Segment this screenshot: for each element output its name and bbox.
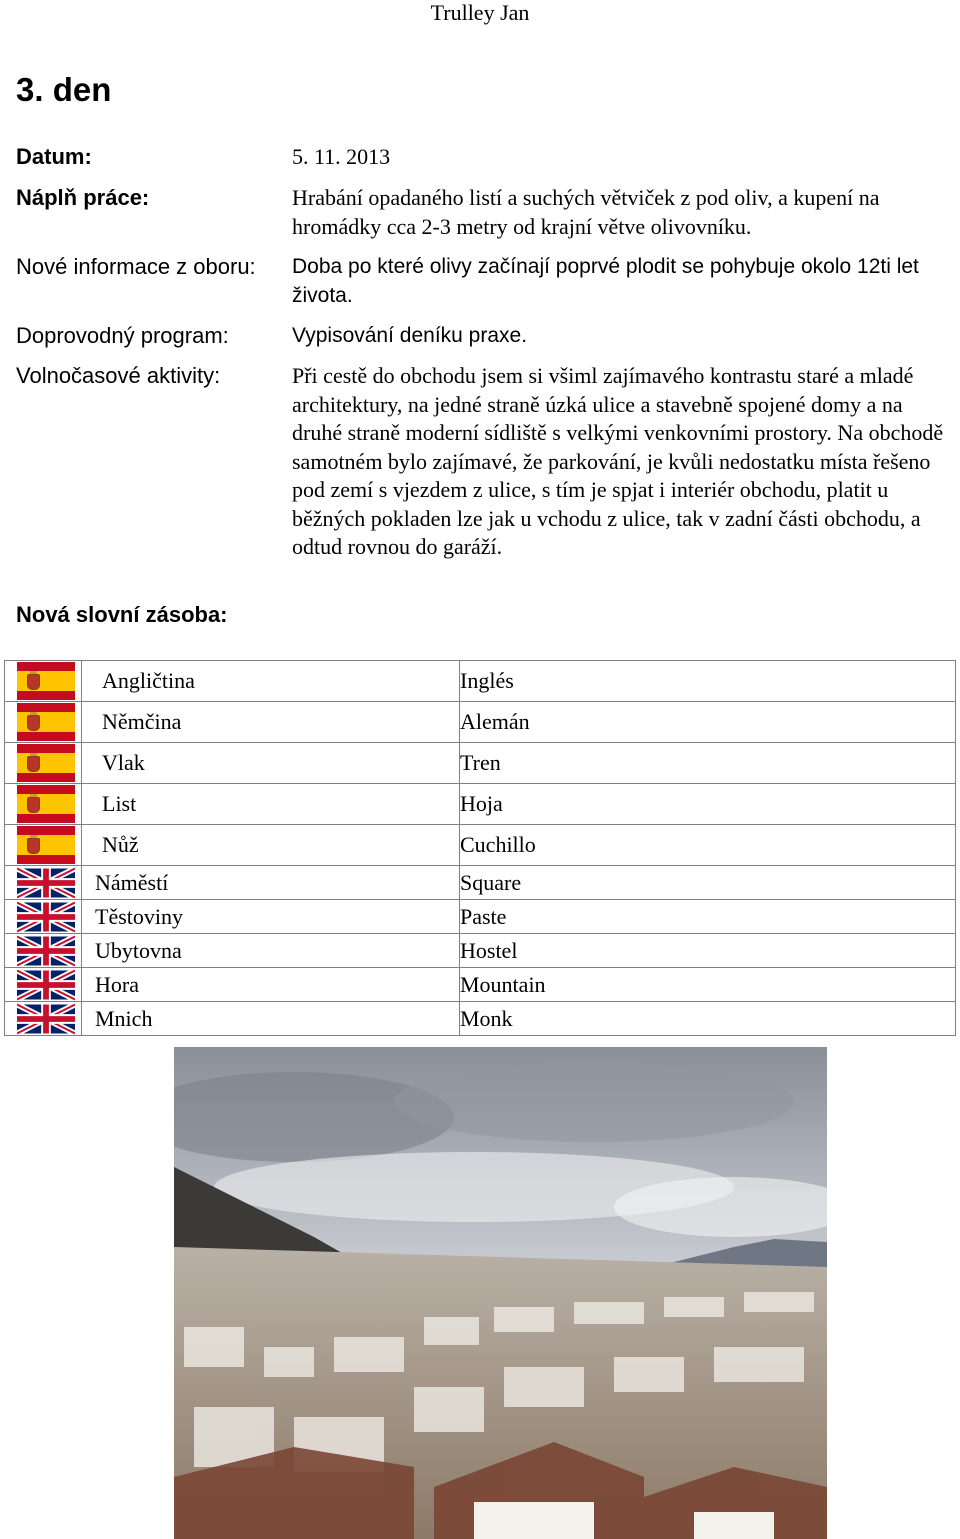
date-value: 5. 11. 2013 (292, 144, 391, 169)
czech-word: Hora (82, 968, 460, 1002)
vocab-label: Nová slovní zásoba: (16, 602, 228, 627)
vocab-row (5, 743, 956, 784)
czech-word: List (82, 784, 460, 825)
flag-cell (5, 1002, 82, 1036)
leisure-label: Volnočasové aktivity: (16, 363, 221, 388)
czech-word: Náměstí (82, 866, 460, 900)
vocab-row (5, 866, 956, 900)
translation-word: Hoja (460, 784, 956, 825)
header-author: Trulley Jan (430, 0, 530, 25)
spain-flag-icon (17, 785, 75, 823)
vocab-row (5, 784, 956, 825)
translation-word: Mountain (460, 968, 956, 1002)
spain-flag-icon (17, 826, 75, 864)
vocabulary-table (4, 660, 956, 1036)
flag-cell (5, 743, 82, 784)
flag-cell (5, 661, 82, 702)
flag-cell (5, 866, 82, 900)
vocab-row (5, 825, 956, 866)
czech-word: Ubytovna (82, 934, 460, 968)
flag-cell (5, 968, 82, 1002)
czech-word: Mnich (82, 1002, 460, 1036)
translation-word: Inglés (460, 661, 956, 702)
uk-flag-icon (17, 1003, 75, 1035)
leisure-value: Při cestě do obchodu jsem si všiml zajímavého kontrastu staré a mladé architektury, na jedné straně úzká ulice a stavebně spojené domy a na druhé straně moderní sídliště s velkými venkovními prostory. Na obchodě samotném bylo zajímavé, že parkování, je kvůli nedostatku místa řešeno pod zemí s vjezdem z ulice, s tím je spjat i interiér obchodu, platit u běžných pokladen lze jak u vchodu z ulice, tak v zadní části obchodu, a odtud rovnou do garáží. (292, 363, 944, 559)
work-label: Náplň práce: (16, 185, 150, 210)
czech-word: Těstoviny (82, 900, 460, 934)
spain-flag-icon (17, 744, 75, 782)
czech-word: Angličtina (82, 661, 460, 702)
work-value: Hrabání opadaného listí a suchých větviček z pod oliv, a kupení na hromádky cca 2-3 metry od krajní větve olivovníku. (292, 185, 880, 239)
flag-cell (5, 934, 82, 968)
page-title: 3. den (16, 71, 112, 108)
translation-word: Square (460, 866, 956, 900)
flag-cell (5, 702, 82, 743)
czech-word: Nůž (82, 825, 460, 866)
vocab-row (5, 661, 956, 702)
czech-word: Vlak (82, 743, 460, 784)
vocab-row (5, 934, 956, 968)
vocab-row (5, 1002, 956, 1036)
flag-cell (5, 825, 82, 866)
translation-word: Tren (460, 743, 956, 784)
town-photo (174, 1047, 827, 1539)
translation-word: Alemán (460, 702, 956, 743)
uk-flag-icon (17, 935, 75, 967)
translation-word: Hostel (460, 934, 956, 968)
uk-flag-icon (17, 867, 75, 899)
czech-word: Němčina (82, 702, 460, 743)
vocab-row (5, 702, 956, 743)
vocab-row (5, 900, 956, 934)
info-label: Nové informace z oboru: (16, 254, 256, 279)
uk-flag-icon (17, 969, 75, 1001)
translation-word: Cuchillo (460, 825, 956, 866)
flag-cell (5, 900, 82, 934)
info-value: Doba po které olivy začínají poprvé plodit se pohybuje okolo 12ti let života. (292, 255, 919, 307)
program-label: Doprovodný program: (16, 323, 229, 348)
translation-word: Monk (460, 1002, 956, 1036)
date-label: Datum: (16, 144, 92, 169)
vocab-row (5, 968, 956, 1002)
program-value: Vypisování deníku praxe. (292, 324, 528, 347)
translation-word: Paste (460, 900, 956, 934)
flag-cell (5, 784, 82, 825)
uk-flag-icon (17, 901, 75, 933)
spain-flag-icon (17, 703, 75, 741)
spain-flag-icon (17, 662, 75, 700)
